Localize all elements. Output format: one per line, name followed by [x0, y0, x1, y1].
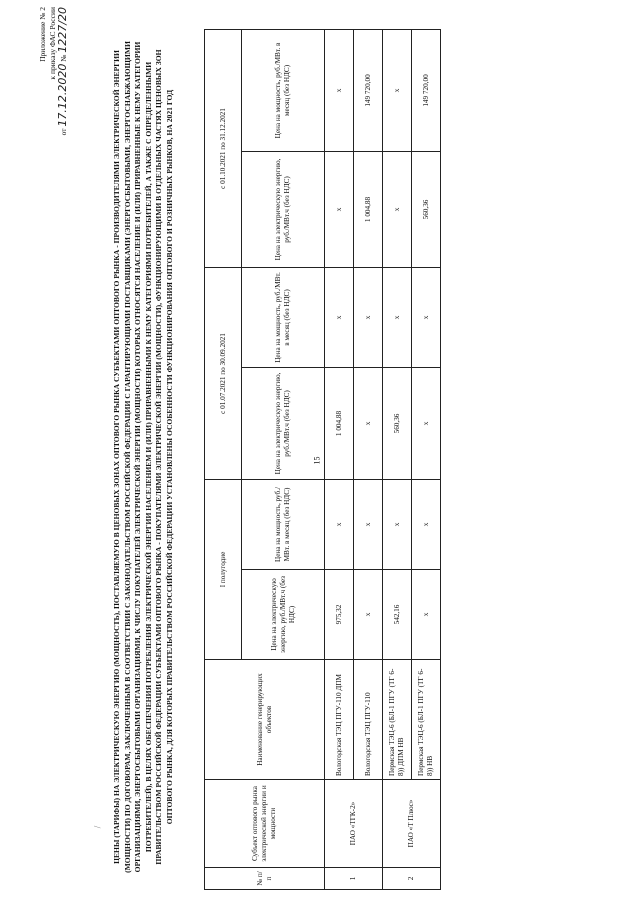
- row-subject: ПАО «Т Плюс»: [383, 780, 441, 868]
- cell-value: x: [412, 479, 441, 569]
- cell-value: 149 720,00: [412, 29, 441, 151]
- cell-value: x: [325, 29, 354, 151]
- tariff-table: [204, 29, 441, 890]
- cell-value: 1 004,88: [354, 151, 383, 267]
- annex-number: 1227/20: [56, 7, 69, 53]
- row-num: 1: [325, 868, 383, 890]
- header-capacity-price: Цена на мощность, руб./МВт. в месяц (без НДС): [242, 29, 325, 151]
- cell-value: x: [354, 367, 383, 479]
- cell-value: 560,36: [383, 367, 412, 479]
- row-object: Пермская ТЭЦ-6 (БЛ-1 ПГУ (ТГ 6-8)) ДПМ НВ: [383, 660, 412, 780]
- cell-value: x: [354, 479, 383, 569]
- annex-date: 17.12.2020: [56, 63, 69, 127]
- cell-value: 149 720,00: [354, 29, 383, 151]
- row-num: 2: [383, 868, 441, 890]
- row-object: Пермская ТЭЦ-6 (БЛ-1 ПГУ (ТГ 6-8)) НВ: [412, 660, 441, 780]
- header-period-2: с 01.07.2021 по 30.09.2021: [205, 267, 242, 479]
- cell-value: x: [325, 267, 354, 367]
- cell-value: 1 004,88: [325, 367, 354, 479]
- cell-value: x: [383, 267, 412, 367]
- annex-order: к приказу ФАС России: [48, 7, 57, 80]
- header-capacity-price: Цена на мощность, руб./МВт. в месяц (без НДС): [242, 267, 325, 367]
- cell-value: x: [412, 267, 441, 367]
- annex-date-line: [58, 7, 69, 147]
- table-row: [383, 29, 412, 889]
- cell-value: x: [383, 151, 412, 267]
- header-period-3: с 01.10.2021 по 31.12.2021: [205, 29, 242, 267]
- header-energy-price: Цена на электрическую энергию, руб./МВт.ч (без НДС): [242, 151, 325, 267]
- cell-value: x: [325, 479, 354, 569]
- row-object: Вологодская ТЭЦ ПГУ-110 ДПМ: [325, 660, 354, 780]
- table-row: [325, 29, 354, 889]
- header-num: № п/п: [205, 868, 325, 890]
- annex-block: [38, 7, 69, 147]
- cell-value: x: [412, 367, 441, 479]
- cell-value: 542,16: [383, 570, 412, 660]
- row-object: Вологодская ТЭЦ ПГУ-110: [354, 660, 383, 780]
- document-title: ЦЕНЫ (ТАРИФЫ) НА ЭЛЕКТРИЧЕСКУЮ ЭНЕРГИЮ (МОЩНОСТЬ), ПОСТАВЛЯЕМУЮ В ЦЕНОВЫХ ЗОНАХ ОПТОВОГО РЫНКА СУБЪЕКТАМИ ОПТОВОГО РЫНКА - ПРОИЗВОДИТЕЛЯМИ ЭЛЕКТРИЧЕСКОЙ ЭНЕРГИИ (МОЩНОСТИ) ПО ДОГОВОРАМ, ЗАКЛЮЧЕННЫМ В СООТВЕТСТВИИ С ЗАКОНОДАТЕЛЬСТВОМ РОССИЙСКОЙ ФЕДЕРАЦИИ С ГАРАНТИРУЮЩИМИ ПОСТАВЩИКАМИ (ЭНЕРГОСБЫТОВЫМИ, ЭНЕРГОСНАБЖАЮЩИМИ ОРГАНИЗАЦИЯМИ, ЭНЕРГОСБЫТОВЫМИ ОРГАНИЗАЦИЯМИ, К ЧИСЛУ ПОКУПАТЕЛЕЙ ЭЛЕКТРИЧЕСКОЙ ЭНЕРГИИ (МОЩНОСТИ) КОТОРЫХ ОТНОСЯТСЯ НАСЕЛЕНИЕ И (ИЛИ) ПРИРАВНЕННЫЕ К НЕМУ КАТЕГОРИИ ПОТРЕБИТЕЛЕЙ), В ЦЕЛЯХ ОБЕСПЕЧЕНИЯ ПОТРЕБЛЕНИЯ ЭЛЕКТРИЧЕСКОЙ ЭНЕРГИИ НАСЕЛЕНИЕМ И (ИЛИ) ПРИРАВНЕННЫМИ К НЕМУ КАТЕГОРИЯМИ ПОТРЕБИТЕЛЕЙ, А ТАКЖЕ С ОПРЕДЕЛЕННЫМИ ПРАВИТЕЛЬСТВОМ РОССИЙСКОЙ ФЕДЕРАЦИИ СУБЪЕКТАМИ ОПТОВОГО РЫНКА - ПОКУПАТЕЛЯМИ ЭЛЕКТРИЧЕСКОЙ ЭНЕРГИИ (МОЩНОСТИ), ФУНКЦИОНИРУЮЩИМИ В ОТДЕЛЬНЫХ ЧАСТЯХ ЦЕНОВЫХ ЗОН ОПТОВОГО РЫНКА, ДЛЯ КОТОРЫХ ПРАВИТЕЛЬСТВОМ РОССИЙСКОЙ ФЕДЕРАЦИИ УСТАНОВЛЕНЫ ОСОБЕННОСТИ ФУНКЦИОНИРОВАНИЯ ОПТОВОГО И РОЗНИЧНЫХ РЫНКОВ, НА 2021 ГОД: [112, 41, 174, 873]
- row-subject: ПАО «ТГК-2»: [325, 780, 383, 868]
- cell-value: x: [354, 267, 383, 367]
- cell-value: 560,36: [412, 151, 441, 267]
- annex-title: Приложение № 2: [38, 7, 47, 62]
- cell-value: x: [354, 570, 383, 660]
- annex-number-prefix: №: [59, 54, 68, 62]
- table-row: [354, 29, 383, 889]
- header-energy-price: Цена на электрическую энергию, руб./МВт.ч (без НДС): [242, 570, 325, 660]
- cell-value: x: [383, 29, 412, 151]
- margin-mark: /: [92, 825, 103, 829]
- annex-date-prefix: от: [59, 128, 68, 136]
- cell-value: x: [325, 151, 354, 267]
- table-row: [412, 29, 441, 889]
- page-number: 15: [312, 456, 322, 465]
- header-period-1: I полугодие: [205, 479, 242, 659]
- header-subject: Субъект оптового рынка электрической энергии и мощности: [205, 780, 325, 868]
- header-capacity-price: Цена на мощность, руб./МВт. в месяц (без НДС): [242, 479, 325, 569]
- cell-value: 975,32: [325, 570, 354, 660]
- cell-value: x: [412, 570, 441, 660]
- cell-value: x: [383, 479, 412, 569]
- header-energy-price: Цена на электрическую энергию, руб./МВт.ч (без НДС): [242, 367, 325, 479]
- header-object: Наименование генерирующих объектов: [205, 660, 325, 780]
